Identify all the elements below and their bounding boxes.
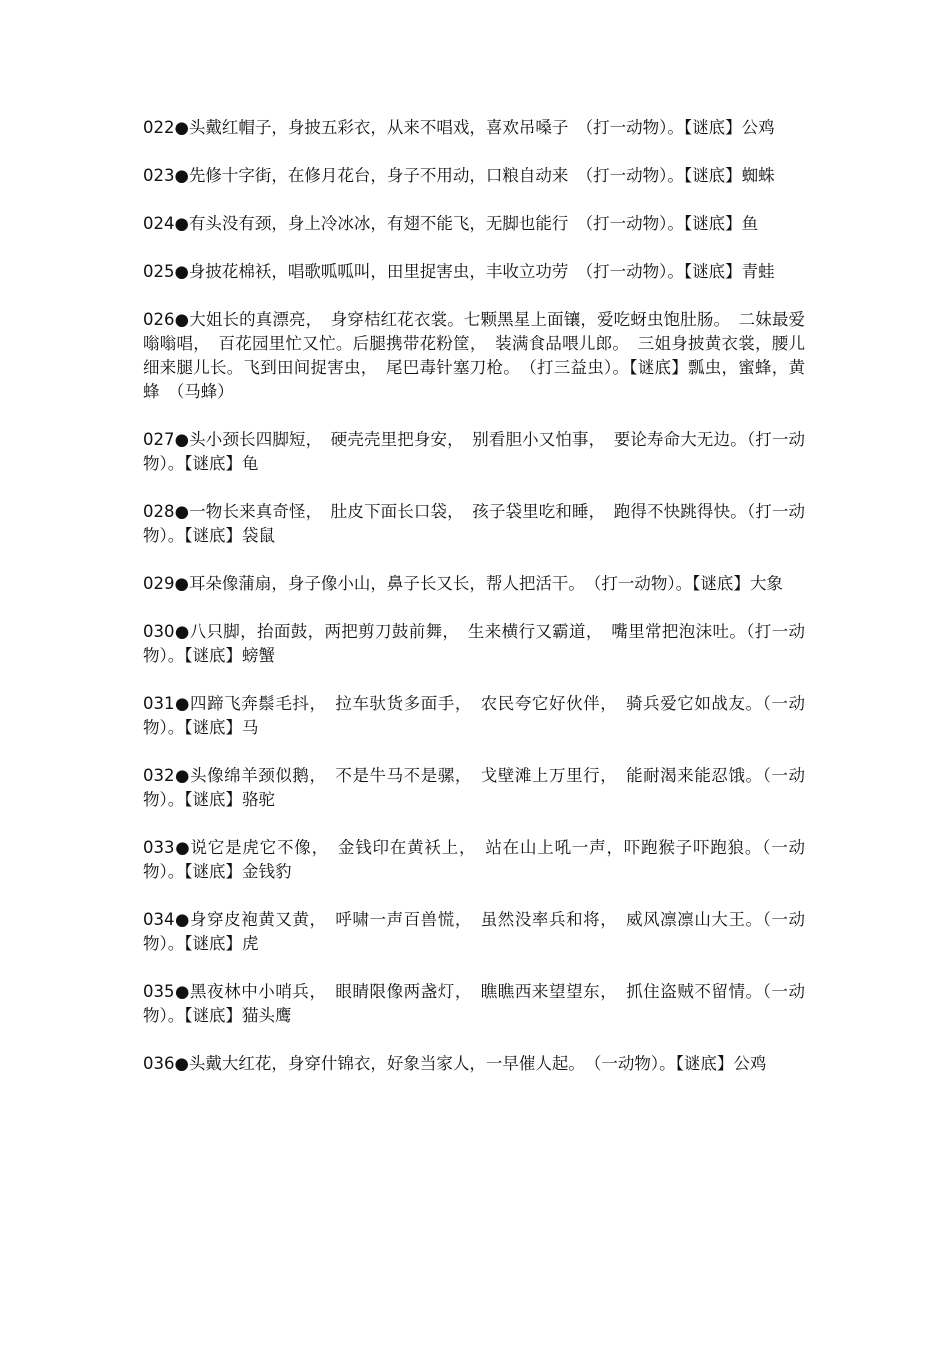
riddle-entry-029: 029●耳朵像蒲扇，身子像小山，鼻子长又长，帮人把活干。 （打一动物）。【谜底】大象 (143, 574, 783, 593)
riddle-entry-022: 022●头戴红帽子，身披五彩衣，从来不唱戏，喜欢吊嗓子 （打一动物）。【谜底】公鸡 (143, 118, 775, 137)
riddle-entry-024: 024●有头没有颈，身上冷冰冰，有翅不能飞，无脚也能行 （打一动物）。【谜底】鱼 (143, 214, 759, 233)
riddle-entry-023: 023●先修十字街，在修月花台，身子不用动，口粮自动来 （打一动物）。【谜底】蜘蛛 (143, 166, 775, 185)
riddle-entry-028: 028●一物长来真奇怪， 肚皮下面长口袋， 孩子袋里吃和睡， 跑得不快跳得快。（打一动物）。【谜底】袋鼠 (143, 502, 805, 545)
riddle-entry-035: 035●黑夜林中小哨兵， 眼睛限像两盏灯， 瞧瞧西来望望东， 抓住盗贼不留情。（一动物）。【谜底】猫头鹰 (143, 982, 805, 1025)
riddle-entry-036: 036●头戴大红花，身穿什锦衣，好象当家人，一早催人起。 （一动物）。【谜底】公鸡 (143, 1054, 767, 1073)
riddle-entry-026: 026●大姐长的真漂亮， 身穿桔红花衣裳。七颗黑星上面镶，爱吃蚜虫饱肚肠。 二妹最爱嗡嗡唱， 百花园里忙又忙。后腿携带花粉筐， 装满食品喂儿郎。 三姐身披黄衣裳，腰儿细来腿儿长。飞到田间捉害虫， 尾巴毒针塞刀枪。 （打三益虫）。【谜底】瓢虫，蜜蜂，黄蜂 （马蜂） (143, 310, 805, 401)
riddle-entry-031: 031●四蹄飞奔鬃毛抖， 拉车驮货多面手， 农民夸它好伙伴， 骑兵爱它如战友。（一动物）。【谜底】马 (143, 694, 805, 737)
riddle-entry-032: 032●头像绵羊颈似鹅， 不是牛马不是骡， 戈壁滩上万里行， 能耐渴来能忍饿。（一动物）。【谜底】骆驼 (143, 766, 805, 809)
riddle-entry-030: 030●八只脚，抬面鼓，两把剪刀鼓前舞， 生来横行又霸道， 嘴里常把泡沫吐。（打一动物）。【谜底】螃蟹 (143, 622, 805, 665)
riddle-entry-025: 025●身披花棉袄，唱歌呱呱叫，田里捉害虫，丰收立功劳 （打一动物）。【谜底】青蛙 (143, 262, 775, 281)
riddle-entry-034: 034●身穿皮袍黄又黄， 呼啸一声百兽慌， 虽然没率兵和将， 威风凛凛山大王。（一动物）。【谜底】虎 (143, 910, 805, 953)
riddle-entry-033: 033●说它是虎它不像， 金钱印在黄袄上， 站在山上吼一声，吓跑猴子吓跑狼。（一动物）。【谜底】金钱豹 (143, 838, 805, 881)
riddle-entry-027: 027●头小颈长四脚短， 硬壳壳里把身安， 别看胆小又怕事， 要论寿命大无边。（打一动物）。【谜底】龟 (143, 430, 805, 473)
